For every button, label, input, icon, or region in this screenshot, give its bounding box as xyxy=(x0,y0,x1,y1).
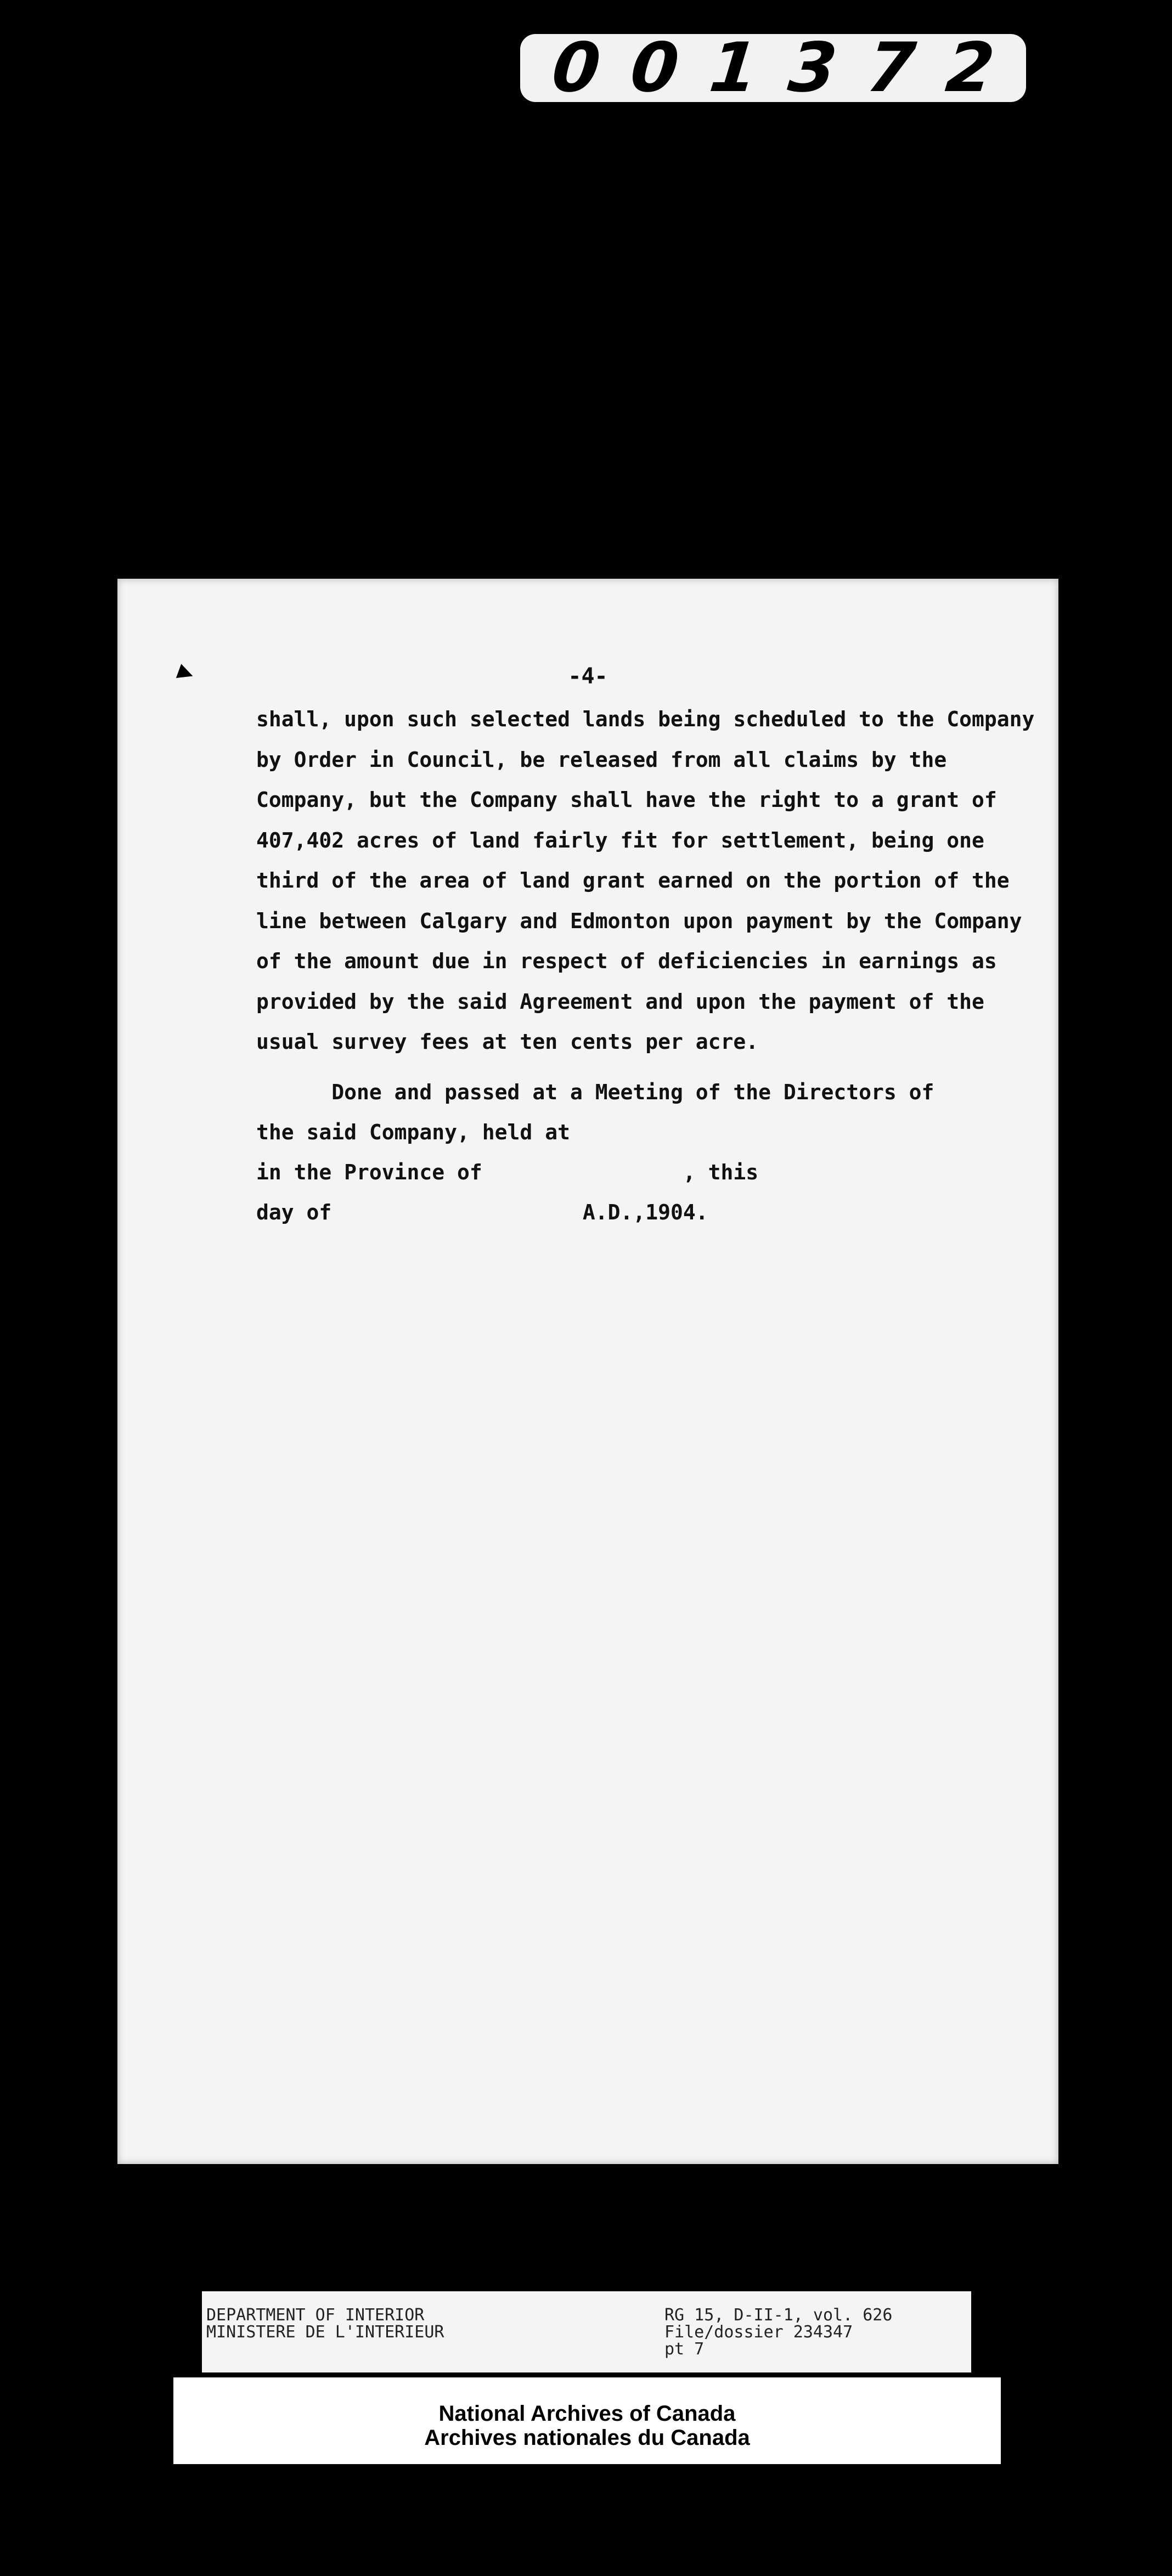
part-number: pt 7 xyxy=(664,2340,705,2359)
closing-block xyxy=(256,1072,1024,1233)
text-line: Company, but the Company shall have the right to a grant of xyxy=(256,788,997,812)
body-paragraph xyxy=(256,699,1035,1063)
text-line: by Order in Council, be released from all claims by the xyxy=(256,747,947,772)
frame-digit: 2 xyxy=(942,29,998,108)
text-line: Done and passed at a Meeting of the Directors of xyxy=(256,1080,934,1104)
department-en: DEPARTMENT OF INTERIOR xyxy=(206,2306,425,2325)
ink-mark-icon: ▶ xyxy=(174,654,199,688)
document-page xyxy=(117,579,1058,2164)
frame-digit: 0 xyxy=(627,29,683,108)
department-fr: MINISTERE DE L'INTERIEUR xyxy=(206,2323,444,2342)
page-number: -4- xyxy=(568,664,608,689)
text-line: day of A.D.,1904. xyxy=(256,1200,708,1224)
text-line: third of the area of land grant earned on the portion of the xyxy=(256,868,1010,892)
text-line: in the Province of , this xyxy=(256,1160,759,1184)
text-line: of the amount due in respect of deficiencies in earnings as xyxy=(256,949,997,973)
archives-name-en: National Archives of Canada xyxy=(438,2402,736,2426)
file-number: File/dossier 234347 xyxy=(664,2323,853,2342)
frame-digit: 0 xyxy=(548,29,604,108)
reference-block xyxy=(664,2307,892,2358)
text-line: usual survey fees at ten cents per acre. xyxy=(256,1030,759,1054)
record-group: RG 15, D-II-1, vol. 626 xyxy=(664,2306,893,2325)
archives-name-fr: Archives nationales du Canada xyxy=(424,2426,750,2450)
department-block xyxy=(206,2307,444,2341)
frame-digit: 1 xyxy=(706,29,762,108)
archives-banner xyxy=(173,2377,1001,2464)
frame-digit: 7 xyxy=(863,29,920,108)
frame-number-stamp xyxy=(520,29,1026,108)
text-line: 407,402 acres of land fairly fit for settlement, being one xyxy=(256,828,984,852)
text-line: shall, upon such selected lands being scheduled to the Company xyxy=(256,707,1035,731)
frame-digit: 3 xyxy=(785,29,841,108)
text-line: the said Company, held at xyxy=(256,1120,570,1144)
text-line: provided by the said Agreement and upon the payment of the xyxy=(256,989,984,1014)
archive-reference-label xyxy=(202,2291,971,2372)
text-line: line between Calgary and Edmonton upon payment by the Company xyxy=(256,908,1022,933)
